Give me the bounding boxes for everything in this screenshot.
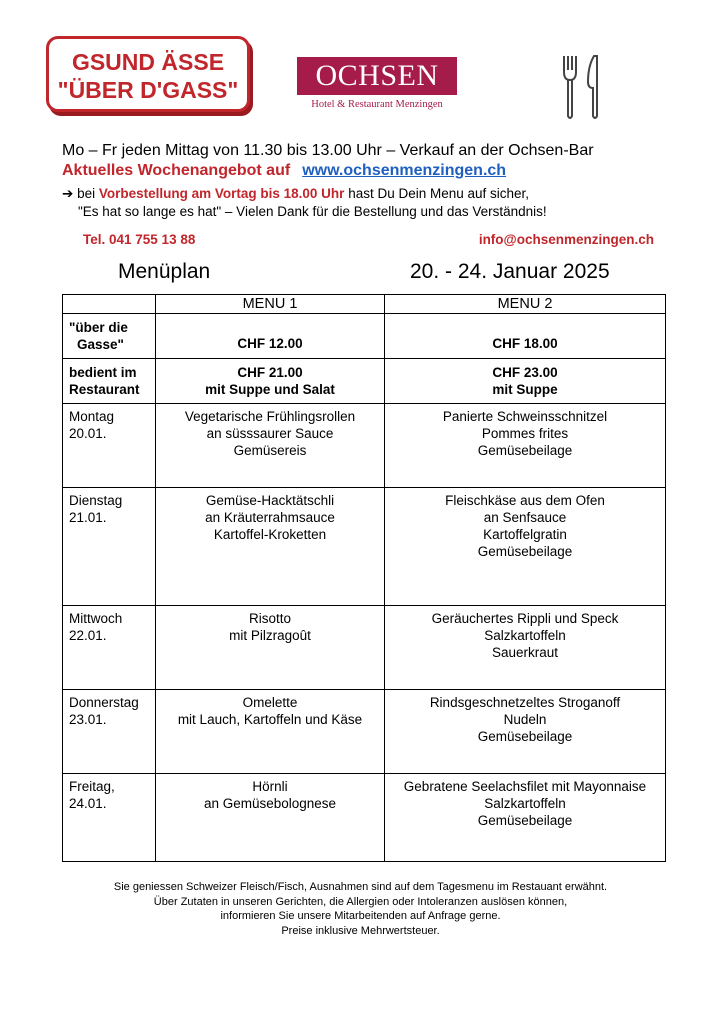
menu-1-cell [156,404,385,488]
dish-line: an Kräuterrahmsauce [205,510,335,525]
preorder-line [62,186,529,202]
dish-line: Fleischkäse aus dem Ofen [445,493,605,508]
menu-1-cell [156,488,385,606]
day-cell [63,488,156,606]
dish-line: Rindsgeschnetzeltes Stroganoff [429,695,621,710]
dish-line: Gemüsereis [233,443,307,458]
dish-line: an Gemüsebolognese [203,796,337,811]
day-date: 22.01. [69,628,107,643]
plan-date-range: 20. - 24. Januar 2025 [410,260,610,283]
footer-line-2: Über Zutaten in unseren Gerichten, die Allergien oder Intoleranzen auslösen können, [153,895,568,908]
dish-line: Gebratene Seelachsfilet mit Mayonnaise [403,779,647,794]
dish-line: mit Pilzragoût [229,628,311,643]
menu-1-cell [156,606,385,690]
restaurant-price-1-note: mit Suppe und Salat [205,382,335,397]
dish-line: Kartoffelgratin [483,527,567,542]
restaurant-label-line-1: bedient im [69,365,137,380]
day-name: Dienstag [69,493,123,508]
dish-line: Vegetarische Frühlingsrollen [184,409,356,424]
dish-line: Risotto [248,611,292,626]
restaurant-price-2-amount: CHF 23.00 [492,365,558,380]
table-row [63,404,666,488]
preorder-pre: bei [77,186,96,201]
day-name: Mittwoch [69,611,123,626]
restaurant-price-2-note: mit Suppe [492,382,558,397]
menu-table [62,294,666,862]
dish-line: an süsssaurer Sauce [206,426,334,441]
opening-hours: Mo – Fr jeden Mittag von 11.30 bis 13.00 Uhr – Verkauf an der Ochsen-Bar [62,142,594,159]
day-name: Freitag, [69,779,115,794]
dish-line: Geräuchertes Rippli und Speck [431,611,619,626]
menu-2-cell [385,606,666,690]
restaurant-label [63,359,156,404]
dish-line: Gemüsebeilage [477,729,573,744]
day-date: 20.01. [69,426,107,441]
day-cell [63,774,156,862]
badge-line-1: GSUND ÄSSE [71,49,225,75]
dish-line: Hörnli [252,779,288,794]
dish-line: Pommes frites [481,426,569,441]
day-cell [63,404,156,488]
arrow-icon: ➔ [62,186,74,201]
day-name: Montag [69,409,115,424]
menu-2-cell [385,690,666,774]
dish-line: Omelette [242,695,298,710]
table-row [63,488,666,606]
footer-line-3: informieren Sie unsere Mitarbeitenden auf Anfrage gerne. [220,910,501,922]
dish-line: Salzkartoffeln [484,628,566,643]
table-row [63,774,666,862]
day-date: 21.01. [69,510,107,525]
header-menu-2: MENU 2 [385,295,666,314]
restaurant-price-menu-2 [385,359,666,404]
gasse-label-line-1: "über die [69,320,128,335]
gasse-label [63,314,156,359]
logo-subtitle: Hotel & Restaurant Menzingen [311,99,443,110]
table-row [63,690,666,774]
dish-line: an Senfsauce [483,510,567,525]
dish-line: Gemüsebeilage [477,813,573,828]
promo-badge [46,36,250,112]
dish-line: Gemüsebeilage [477,443,573,458]
preorder-rest: hast Du Dein Menu auf sicher, [348,186,530,201]
dish-line: Nudeln [503,712,547,727]
gasse-price-row [63,314,666,359]
restaurant-price-menu-1 [156,359,385,404]
restaurant-price-1-amount: CHF 21.00 [237,365,303,380]
menu-2-cell [385,404,666,488]
ochsen-logo: OCHSEN [297,57,457,95]
day-name: Donnerstag [69,695,139,710]
gasse-label-line-2: Gasse" [77,337,124,352]
day-date: 24.01. [69,796,107,811]
dish-line: Panierte Schweinsschnitzel [442,409,608,424]
menu-2-cell [385,488,666,606]
weekly-offer-line [62,162,506,180]
dish-line: Gemüse-Hacktätschli [205,493,335,508]
gasse-price-menu-2: CHF 18.00 [385,314,666,359]
footer-line-4: Preise inklusive Mehrwertsteuer. [281,924,440,937]
menu-2-cell [385,774,666,862]
thanks-line: "Es hat so lange es hat" – Vielen Dank für die Bestellung und das Verständnis! [78,204,547,219]
menu-1-cell [156,774,385,862]
dish-line: Kartoffel-Kroketten [213,527,327,542]
day-cell [63,606,156,690]
footer-notes [0,880,721,938]
table-row [63,606,666,690]
cutlery-icon [560,52,606,122]
gasse-price-menu-1: CHF 12.00 [156,314,385,359]
header-empty-cell [63,295,156,314]
day-date: 23.01. [69,712,107,727]
plan-title: Menüplan [118,260,211,283]
day-cell [63,690,156,774]
website-link[interactable]: www.ochsenmenzingen.ch [302,162,507,179]
email-address[interactable]: info@ochsenmenzingen.ch [478,232,654,247]
dish-line: Gemüsebeilage [477,544,573,559]
dish-line: mit Lauch, Kartoffeln und Käse [177,712,363,727]
restaurant-label-line-2: Restaurant [69,382,140,397]
phone-number[interactable]: Tel. 041 755 13 88 [83,232,196,247]
dish-line: Sauerkraut [491,645,559,660]
menu-1-cell [156,690,385,774]
weekly-offer-label: Aktuelles Wochenangebot auf [62,162,291,179]
footer-line-1: Sie geniessen Schweizer Fleisch/Fisch, Ausnahmen sind auf dem Tagesmenu im Restauant erwähnt. [113,881,608,893]
preorder-highlight: Vorbestellung am Vortag bis 18.00 Uhr [98,186,345,201]
dish-line: Salzkartoffeln [484,796,566,811]
table-header-row [63,295,666,314]
header-menu-1: MENU 1 [156,295,385,314]
restaurant-price-row [63,359,666,404]
badge-line-2: "ÜBER D'GASS" [57,77,239,103]
